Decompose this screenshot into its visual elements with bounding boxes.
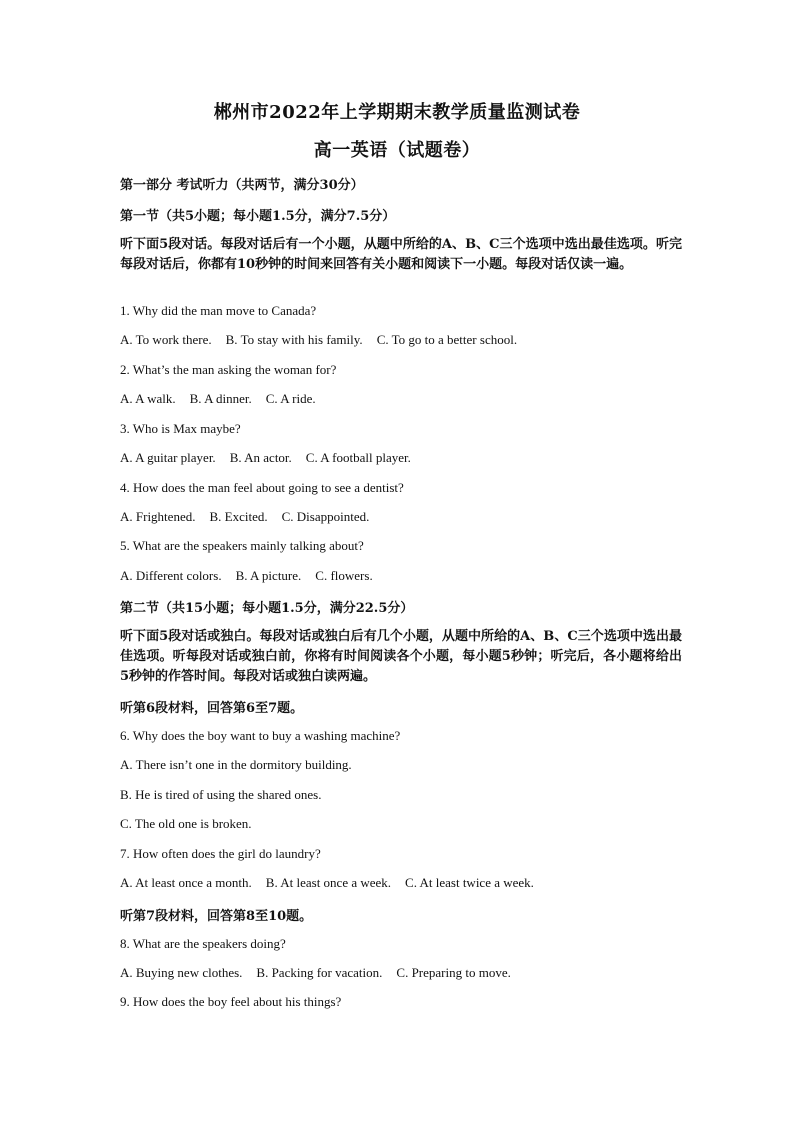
section1-instructions: 听下面5段对话。每段对话后有一个小题，从题中所给的A、B、C三个选项中选出最佳选项。听完每段对话后，你都有10秒钟的时间来回答有关小题和阅读下一小题。每段对话仅读一遍。 — [120, 237, 682, 272]
option-a: A. A walk. — [120, 391, 176, 406]
option-c: C. Disappointed. — [281, 509, 370, 524]
question-5: 5. What are the speakers mainly talking about? — [120, 538, 364, 553]
option-a: A. At least once a month. — [120, 875, 252, 890]
question-6-option-c: C. The old one is broken. — [120, 816, 252, 831]
part1-heading: 第一部分 考试听力（共两节，满分30分） — [120, 178, 364, 193]
question-1-options — [120, 332, 517, 348]
option-b: B. Excited. — [209, 509, 268, 524]
option-a: A. To work there. — [120, 332, 212, 347]
question-5-options — [120, 568, 373, 584]
question-2: 2. What’s the man asking the woman for? — [120, 362, 337, 377]
option-c: C. flowers. — [315, 568, 373, 583]
option-a: A. Frightened. — [120, 509, 196, 524]
exam-title: 郴州市2022年上学期期末教学质量监测试卷 — [213, 102, 581, 123]
question-1: 1. Why did the man move to Canada? — [120, 303, 317, 318]
material-6-heading: 听第6段材料，回答第6至7题。 — [120, 701, 304, 716]
option-c: C. Preparing to move. — [396, 965, 511, 980]
option-c: C. A ride. — [265, 391, 316, 406]
question-8-options — [120, 965, 511, 981]
question-6-option-b: B. He is tired of using the shared ones. — [120, 787, 322, 802]
question-7-options — [120, 875, 534, 891]
option-a: A. Buying new clothes. — [120, 965, 243, 980]
question-9: 9. How does the boy feel about his things? — [120, 994, 342, 1009]
option-b: B. A dinner. — [189, 391, 252, 406]
option-b: B. At least once a week. — [265, 875, 392, 890]
question-3-options — [120, 450, 411, 466]
option-c: C. A football player. — [305, 450, 411, 465]
material-7-heading: 听第7段材料，回答第8至10题。 — [120, 909, 313, 924]
option-b: B. To stay with his family. — [225, 332, 363, 347]
question-8: 8. What are the speakers doing? — [120, 936, 286, 951]
question-6-option-a: A. There isn’t one in the dormitory building. — [120, 757, 352, 772]
option-c: C. At least twice a week. — [405, 875, 534, 890]
exam-subtitle: 高一英语（试题卷） — [313, 140, 481, 161]
question-6: 6. Why does the boy want to buy a washing machine? — [120, 728, 401, 743]
section1-heading: 第一节（共5小题；每小题1.5分，满分7.5分） — [120, 209, 396, 224]
question-7: 7. How often does the girl do laundry? — [120, 846, 321, 861]
question-3: 3. Who is Max maybe? — [120, 421, 241, 436]
question-2-options — [120, 391, 316, 407]
option-c: C. To go to a better school. — [376, 332, 518, 347]
section2-instructions: 听下面5段对话或独白。每段对话或独白后有几个小题，从题中所给的A、B、C三个选项中选出最佳选项。听每段对话或独白前，你将有时间阅读各个小题，每小题5秒钟；听完后，各小题将给出5秒钟的作答时间。每段对话或独白读两遍。 — [120, 629, 682, 684]
option-a: A. Different colors. — [120, 568, 222, 583]
option-b: B. An actor. — [229, 450, 292, 465]
option-b: B. Packing for vacation. — [256, 965, 383, 980]
option-b: B. A picture. — [235, 568, 302, 583]
question-4: 4. How does the man feel about going to see a dentist? — [120, 480, 404, 495]
option-a: A. A guitar player. — [120, 450, 216, 465]
question-4-options — [120, 509, 369, 525]
section2-heading: 第二节（共15小题；每小题1.5分，满分22.5分） — [120, 601, 414, 616]
